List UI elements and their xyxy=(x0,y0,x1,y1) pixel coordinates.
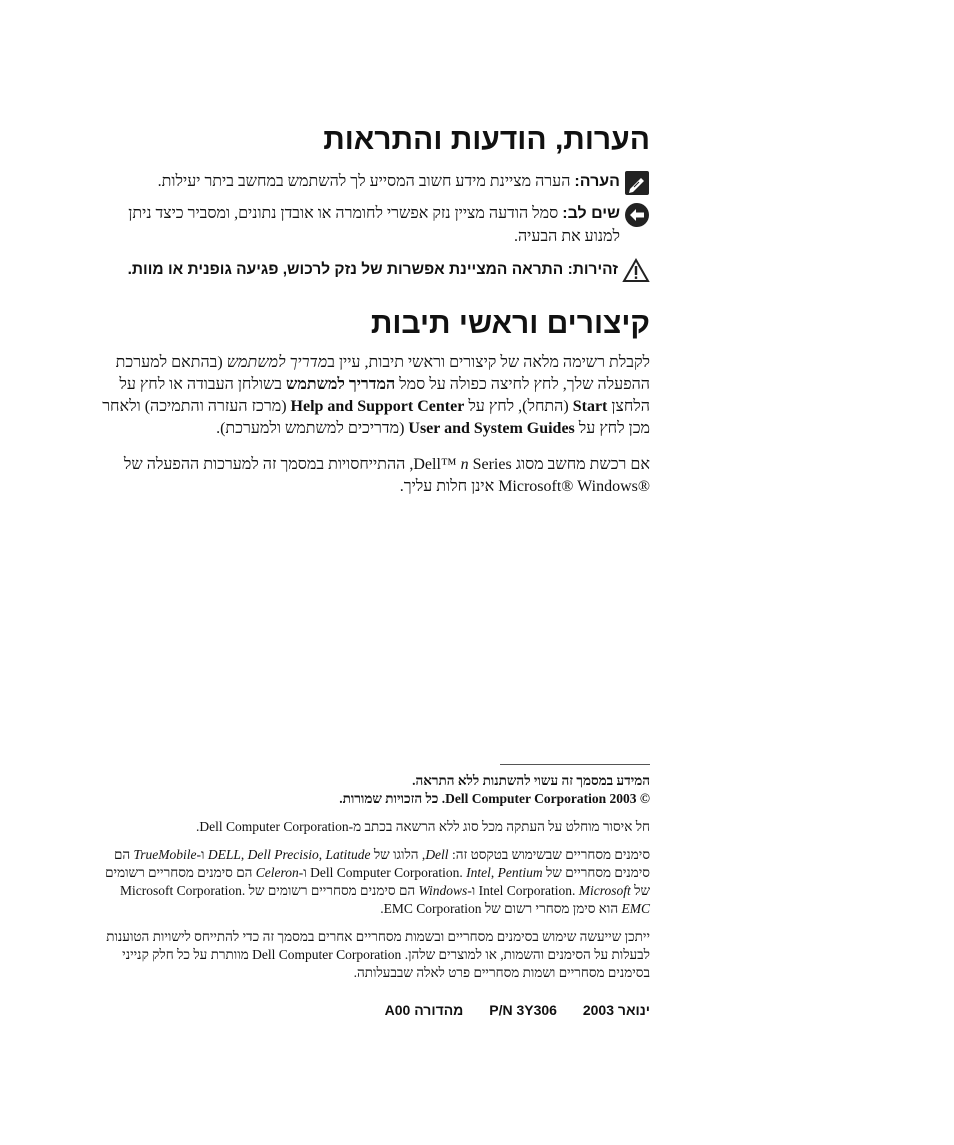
microsoft-windows-ref: Microsoft® Windows® xyxy=(498,478,650,495)
copyright: © 2003 Dell Computer Corporation. כל הזכויות שמורות. xyxy=(339,791,650,806)
section-title-notes: הערות, הודעות והתראות xyxy=(323,123,650,156)
note-block xyxy=(98,170,650,196)
other-trademarks: ייתכן שייעשה שימוש בסימנים מסחריים ובשמות מסחריים אחרים במסמך זה כדי להתייחס לישויות הטוענות לבעלות על הסימנים והשמות, או למוצרים שלהן. Dell Computer Corporation מוותרת על כל חלק קנייני בסימנים מסחריים ושמות מסחריים פרט לאלה שבבעלותה. xyxy=(106,929,650,980)
revision: מהדורה A00 xyxy=(384,1002,464,1018)
document-page xyxy=(98,120,650,498)
doc-date: ינואר 2003 xyxy=(582,1002,650,1018)
caution-block xyxy=(98,202,650,248)
notice-change: המידע במסמך זה עשוי להשתנות ללא התראה. xyxy=(412,773,650,788)
legal-footer xyxy=(98,772,650,982)
help-support-ref: Help and Support Center xyxy=(290,398,465,415)
part-number: P/N 3Y306 xyxy=(489,1002,557,1018)
user-system-guides-ref: User and System Guides xyxy=(408,420,575,437)
footer-divider xyxy=(500,764,650,765)
warning-block xyxy=(98,258,650,284)
pencil-note-icon xyxy=(624,170,650,196)
dell-tm: Dell™ xyxy=(413,456,457,473)
n-series-paragraph: אם רכשת מחשב מסוג Dell™ n Series, ההתייחסויות במסמך זה למערכות ההפעלה של Microsoft® Windows® אינן חלות עליך. xyxy=(123,456,650,495)
caution-label: שים לב: xyxy=(562,205,620,222)
start-button-ref: Start xyxy=(572,398,608,415)
note-text: הערה מציינת מידע חשוב המסייע לך להשתמש במחשב ביתר יעילות. xyxy=(157,173,571,190)
warning-text: התראה המציינת אפשרות של נזק לרכוש, פגיעה גופנית או מוות. xyxy=(127,261,564,278)
user-guide-ref: מדריך למשתמש xyxy=(226,354,328,371)
user-guide-icon-ref: המדריך למשתמש xyxy=(286,376,396,393)
section-title-abbreviations: קיצורים וראשי תיבות xyxy=(370,307,650,340)
warning-label: זהירות: xyxy=(567,261,618,278)
caution-arrow-icon xyxy=(624,202,650,228)
reproduction-notice: חל איסור מוחלט על העתקה מכל סוג ללא הרשאה בכתב מ-Dell Computer Corporation. xyxy=(196,819,650,834)
caution-text: סמל הודעה מציין נזק אפשרי לחומרה או אובדן נתונים, ומסביר כיצד ניתן למנוע את הבעיה. xyxy=(128,205,620,245)
abbreviations-paragraph: לקבלת רשימה מלאה של קיצורים וראשי תיבות, עיין במדריך למשתמש (בהתאם למערכת ההפעלה שלך, לחץ לחיצה כפולה על סמל המדריך למשתמש בשולחן העבודה או לחץ על הלחצן Start (התחל), לחץ על Help and Support Center (מרכז העזרה והתמיכה) ולאחר מכן לחץ על User and System Guides (מדריכים למשתמש ולמערכת). xyxy=(102,354,650,437)
trademarks: סימנים מסחריים שבשימוש בטקסט זה: Dell, הלוגו של DELL, Dell Precisio, Latitude ו-TrueMobile הם סימנים מסחריים של Dell Computer Corporation. Intel, Pentium ו-Celeron הם סימנים מסחריים רשומים של Intel Corporation. Microsoft ו-Windows הם סימנים מסחריים רשומים של Microsoft Corporation. EMC הוא סימן מסחרי רשום של EMC Corporation. xyxy=(105,847,650,916)
warning-triangle-icon xyxy=(622,258,650,284)
doc-info-line xyxy=(98,1002,650,1018)
note-label: הערה: xyxy=(574,173,620,190)
